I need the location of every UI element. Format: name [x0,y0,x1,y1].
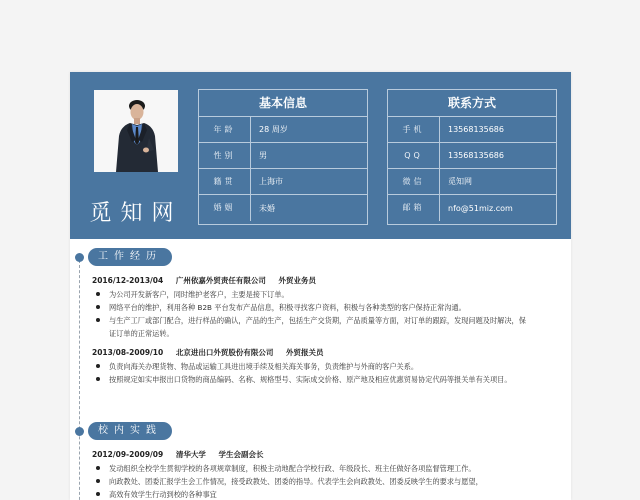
contact-label: QQ [388,143,440,169]
contact-info-title: 联系方式 [388,90,556,117]
contact-info-row [388,143,556,169]
contact-info-row [388,195,556,221]
basic-info-row [199,117,367,143]
entry-company: 广州依嘉外贸责任有限公司 [175,276,266,285]
work-entry-header [92,275,326,286]
basic-info-row [199,195,367,221]
contact-label: 微信 [388,169,440,195]
phone-value[interactable]: 13568135686 [448,125,504,134]
entry-org: 清华大学 [175,450,206,459]
contact-info-row [388,169,556,195]
bullet-item: 负责向海关办理货物、物品或运输工具进出境手续及相关海关事务，负责维护与外商的客户关系。 [92,360,532,373]
info-value: 上海市 [259,177,283,186]
contact-info-row [388,117,556,143]
bullet-item: 发动组织全校学生贯彻学校的各项规章制度，积极主动地配合学校行政、年级段长、班主任做好各项监督管理工作。 [92,462,532,475]
basic-info-box [198,89,368,225]
email-value[interactable]: nfo@51miz.com [448,203,513,213]
info-value: 未婚 [259,203,275,213]
work-bullets [92,360,532,386]
basic-info-row [199,143,367,169]
contact-label: 手机 [388,117,440,143]
entry-date: 2012/09-2009/09 [92,450,164,459]
timeline-line [79,260,80,500]
section-dot [75,427,84,436]
entry-company: 北京进出口外贸股份有限公司 [175,348,274,357]
campus-bullets [92,462,532,500]
info-label: 籍贯 [199,169,251,195]
contact-label: 邮箱 [388,195,440,221]
candidate-name: 觅知网 [89,201,183,226]
campus-entry-header [92,449,273,460]
contact-info-box [387,89,557,225]
work-entry-header [92,347,333,358]
bullet-item: 为公司开发新客户，同时维护老客户，主要是接下订单。 [92,288,532,301]
entry-position: 学生会副会长 [218,450,264,459]
bullet-item: 与生产工厂或部门配合，进行样品的确认，产品的生产，包括生产交货期，产品质量等方面，对订单的跟踪，发现问题及时解决，保证订单的正常运转。 [92,314,532,340]
info-label: 年龄 [199,117,251,143]
section-title-campus: 校内实践 [88,422,172,440]
work-bullets [92,288,532,340]
resume-page [70,72,571,500]
info-value: 28 周岁 [259,125,288,134]
bullet-item: 高效有效学生行动到校的各种事宜 [92,488,532,500]
wechat-value: 觅知网 [448,177,472,186]
entry-date: 2016/12-2013/04 [92,276,164,285]
bullet-item: 网络平台的维护，利用各种 B2B 平台发布产品信息，积极寻找客户资料，积极与各种类型的客户保持正常沟通。 [92,301,532,314]
info-label: 性别 [199,143,251,169]
basic-info-title: 基本信息 [199,90,367,117]
resume-header [70,72,571,239]
section-title-work: 工作经历 [88,248,172,266]
basic-info-row [199,169,367,195]
info-value: 男 [259,151,267,160]
info-label: 婚姻 [199,195,251,221]
profile-photo [94,90,178,172]
entry-date: 2013/08-2009/10 [92,348,164,357]
qq-value: 13568135686 [448,151,504,160]
entry-position: 外贸报关员 [285,348,324,357]
section-dot [75,253,84,262]
bullet-item: 按照规定如实申报出口货物的商品编码、名称、规格型号、实际成交价格、原产地及相应优惠贸易协定代码等报关单有关项目。 [92,373,532,386]
bullet-item: 向政教处、团委汇报学生会工作情况，接受政教处、团委的指导。代表学生会向政教处、团委反映学生的要求与愿望， [92,475,532,488]
entry-position: 外贸业务员 [278,276,316,285]
